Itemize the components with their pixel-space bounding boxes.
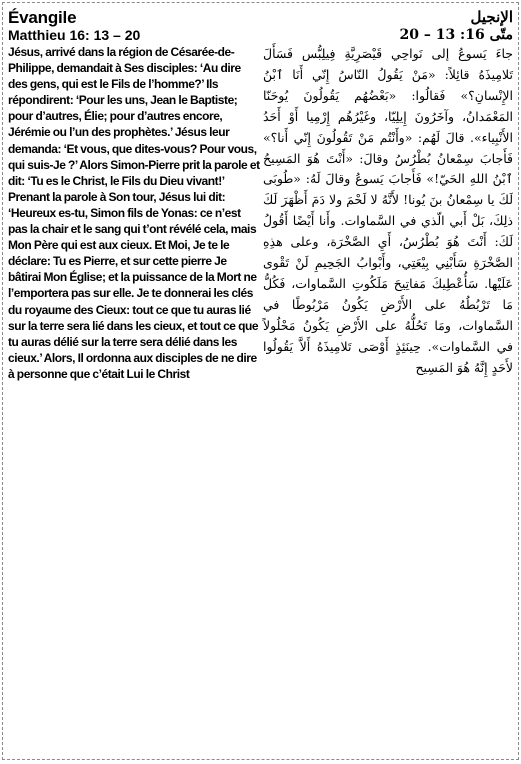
arabic-reference: متّى 16: 13 – 20: [399, 27, 513, 43]
french-title: Évangile: [8, 8, 77, 27]
gospel-page: [2, 2, 519, 760]
arabic-title: الإنجيل: [470, 8, 513, 26]
french-reference: Matthieu 16: 13 – 20: [8, 27, 141, 43]
french-column: [8, 9, 262, 382]
french-body-text: Jésus, arrivé dans la région de Césarée-de-Philippe, demandait à Ses disciples: ‘Au dire des gens, qui est le Fils de l’homme?’ Ils répondirent: ‘Pour les uns, Jean le Baptiste; pour d’autres, Élie; pour d’autres encore, Jérémie ou l’un des prophètes.’ Jésus leur demanda: ‘Et vous, que dites-vous? Pour vous, qui suis-Je ?’ Alors Simon-Pierre prit la parole et dit: ‘Tu es le Christ, le Fils du Dieu vivant!’ Prenant la parole à Son tour, Jésus lui dit: ‘Heureux es-tu, Simon fils de Yonas: ce n’est pas la chair et le sang qui t’ont révélé cela, mais Mon Père qui est aux cieux. Et Moi, Je te le déclare: Tu es Pierre, et sur cette pierre Je bâtirai Mon Église; et la puissance de la Mort ne l’emportera pas sur elle. Je te donnerai les clés du royaume des Cieux: tout ce que tu auras lié sur la terre sera lié dans les cieux, et tout ce que tu auras délié sur la terre sera délié dans les cieux.’ Alors, Il ordonna aux disciples de ne dire à personne que c’était Lui le Christ: [8, 45, 260, 381]
arabic-column: [263, 9, 513, 379]
arabic-body-text: جاءَ يَسوعُ إلى نَواحِي قَيْصَرِيَّةِ فِيلِبُّس فَسَأَلَ تَلامِيذَهُ قائِلاً: «مَنْ يَقُولُ النّاسُ إِنّي أَنَا ٱبْنُ الإِنْسانِ؟» فَقالُوا: «بَعْضُهُم يَقُولُونَ يُوحَنّا المَعْمَدانُ، وآخَرُونَ إِيلِيّا، وغَيْرُهُم إِرْمِيا أَوْ أَحَدُ الأَنْبِياء». قالَ لَهُم: «وأَنْتُم مَنْ تَقُولُونَ إِنّي أَنا؟» فَأَجابَ سِمْعانُ بُطْرُسُ وقالَ: «أَنْتَ هُوَ المَسِيحُ ٱبْنُ اللهِ الحَيّ!» فَأَجابَ يَسوعُ وقالَ لَهُ: «طُوبَى لَكَ يا سِمْعانُ بنَ يُونا! لأَنَّهُ لا لَحْمَ ولا دَمَ أَظْهَرَ لَكَ ذلِكَ، بَلْ أَبي الّذي في السَّماوات. وأَنا أَيْضًا أَقُولُ لَكَ: أَنْتَ هُوَ بُطْرُسُ، أَيِ الصَّخْرَة، وعلى هذِهِ الصَّخْرَةِ سَأَبْنِي بِيْعَتِي، وأَبْوابُ الجَحِيمِ لَنْ تَقْوى عَلَيْها. سَأُعْطِيكَ مَفاتِيحَ مَلَكُوتِ السَّماوات، فَكُلُّ مَا تَرْبُطُهُ على الأَرْضِ يَكُونُ مَرْبُوطًا في السَّماوات، ومَا تَحُلُّهُ على الأَرْضِ يَكُونُ مَحْلُولاً في السَّماوات». حِينَئِذٍ أَوْصَى تَلامِيذَهُ أَلاَّ يَقُولُوا لأَحَدٍ إِنَّهُ هُوَ المَسِيح: [263, 46, 513, 375]
